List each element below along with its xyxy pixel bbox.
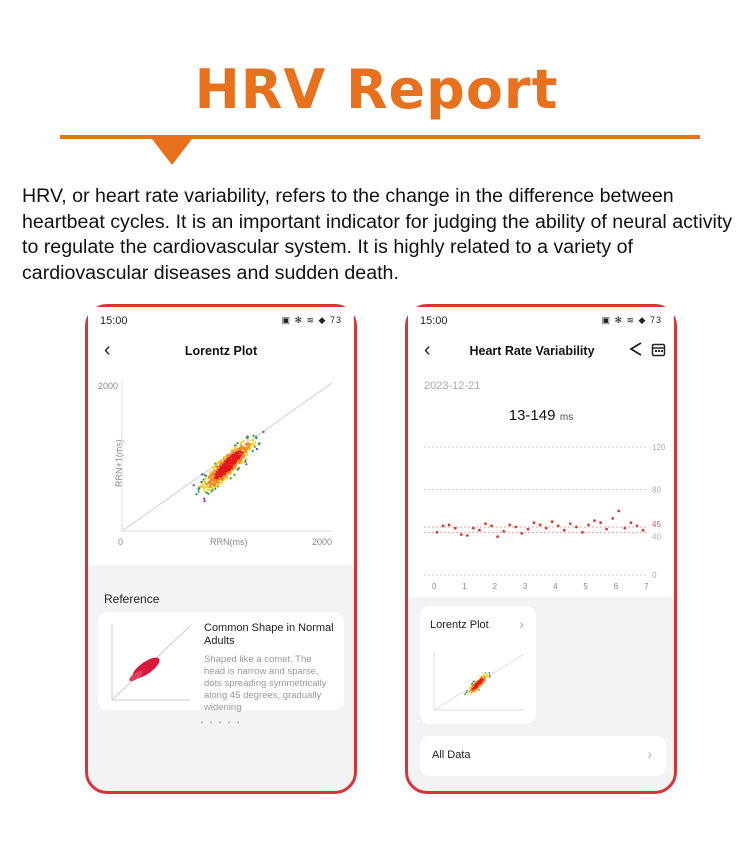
lorentz-point [240,442,242,444]
lorentz-plot [88,375,354,555]
hrv-point [490,525,493,528]
lorentz-card[interactable] [420,606,536,724]
lorentz-point [217,484,219,486]
status-icons: ▣ ✻ ≋ ◆ 73 [601,315,662,325]
lorentz-point [489,672,491,674]
lorentz-point [213,469,215,471]
lorentz-point [208,486,210,488]
lorentz-point [220,468,222,470]
lorentz-point [235,467,237,469]
hrv-point [599,521,602,524]
hrv-point [623,527,626,530]
lorentz-point [206,486,208,488]
nav-bar [88,335,354,367]
lorentz-point [249,448,251,450]
lorentz-point [221,475,223,477]
lorentz-point [215,473,217,475]
lorentz-point [238,467,240,469]
lorentz-point [227,477,229,479]
lorentz-point [484,680,486,682]
lorentz-point [489,675,491,677]
chevron-right-icon: › [647,746,652,762]
lorentz-point [483,674,485,676]
lorentz-point [214,488,216,490]
range-value [408,407,674,425]
lorentz-thumbnail [428,646,528,716]
lorentz-point [233,474,235,476]
lorentz-point [251,439,253,441]
lorentz-point [201,473,203,475]
lorentz-point [209,475,211,477]
lorentz-point [203,479,205,481]
status-time: 15:00 [420,315,448,327]
title-pointer [152,139,192,165]
hrv-point [545,527,548,530]
lorentz-point [258,442,260,444]
lorentz-point [204,490,206,492]
lorentz-point [226,472,228,474]
lorentz-point [227,469,229,471]
lorentz-point [238,459,240,461]
lorentz-point [201,483,203,485]
lorentz-point [236,442,238,444]
lorentz-point [211,477,213,479]
hrv-point [575,526,578,529]
lorentz-point [230,477,232,479]
lorentz-point [222,469,224,471]
mini-points [464,672,490,695]
lorentz-point [232,450,234,452]
lorentz-point [242,462,244,464]
lorentz-point [214,479,216,481]
lorentz-point [223,458,225,460]
lorentz-point [253,445,255,447]
lorentz-point [466,692,468,694]
lorentz-point [240,445,242,447]
hrv-point [581,531,584,534]
lorentz-point [221,481,223,483]
lorentz-point [223,461,225,463]
lorentz-point [473,681,475,683]
page-title: Lorentz Plot [184,344,258,358]
lorentz-point [205,478,207,480]
lorentz-point [245,451,247,453]
lorentz-point [203,488,205,490]
lorentz-point [243,456,245,458]
lorentz-point [487,676,489,678]
nav-bar [408,335,674,367]
lorentz-point [483,682,485,684]
x-tick-label: 1 [462,582,467,591]
lorentz-point [212,474,214,476]
lorentz-point [235,464,237,466]
range-unit: ms [559,412,574,423]
report-title: HRV Report [194,58,559,121]
lorentz-point [217,466,219,468]
hrv-point [496,535,499,538]
lorentz-point [255,437,257,439]
lorentz-point [229,453,231,455]
range-number: 13-149 [508,407,556,424]
lorentz-point [235,459,237,461]
lorentz-point [207,493,209,495]
lorentz-point [244,460,246,462]
y-tick-label: 80 [652,485,661,495]
all-data-label: All Data [432,749,471,761]
hrv-point [569,522,572,525]
lorentz-point [479,684,481,686]
y-tick-label: 0 [652,571,657,580]
lorentz-point [489,676,491,678]
lorentz-point [205,481,207,483]
lorentz-point [477,683,479,685]
lorentz-point [256,448,258,450]
x-tick-label: 0 [432,582,437,591]
lorentz-point [246,444,248,446]
origin-label: 0 [118,537,124,547]
lorentz-point [228,459,230,461]
lorentz-point [472,689,474,691]
lorentz-point [238,447,240,449]
lorentz-point [241,456,243,458]
hrv-point [605,528,608,531]
lorentz-point [208,477,210,479]
reference-card[interactable] [98,612,344,713]
lorentz-point [229,465,231,467]
x-tick-label: 7 [644,582,649,591]
all-data-row[interactable] [420,736,666,776]
lorentz-point [243,446,245,448]
status-icons: ▣ ✻ ≋ ◆ 73 [281,315,342,325]
lorentz-point [484,677,486,679]
lorentz-point [222,463,224,465]
lorentz-point [478,682,480,684]
lorentz-point [204,500,206,502]
hrv-chart [408,435,674,595]
lorentz-point [242,440,244,442]
lorentz-point [221,472,223,474]
lorentz-point [212,484,214,486]
calendar-icon[interactable] [651,342,666,362]
x-tick-label: 6 [613,582,619,591]
hrv-point [454,527,457,530]
lorentz-point [206,483,208,485]
lorentz-point [471,691,473,693]
hrv-point [593,519,596,522]
lorentz-point [481,676,483,678]
lorentz-point [232,463,234,465]
lorentz-point [199,486,201,488]
lorentz-point [475,682,477,684]
lorentz-card-title: Lorentz Plot [430,619,489,631]
lorentz-point [223,479,225,481]
lorentz-point [227,461,229,463]
intro-text: HRV, or heart rate variability, refers to the change in the difference between heartbeat cycles. It is an important indicator for judging the ability of neural activity to regulate the cardiovascular system. It is highly related to a variety of cardiovascular diseases and sudden death. [22,185,733,284]
hrv-point [563,529,566,532]
page-title: Heart Rate Variability [469,344,595,358]
pager-dots[interactable]: • • • • • [200,718,242,727]
lorentz-point [223,466,225,468]
date-label: 2023-12-21 [424,380,481,392]
lorentz-point [470,689,472,691]
hrv-point [611,517,614,520]
lorentz-point [478,685,480,687]
x-tick-label: 3 [522,582,528,591]
lorentz-point [203,498,205,500]
x-axis-label: RRN(ms) [210,537,248,547]
lorentz-point [234,447,236,449]
lorentz-point [251,443,253,445]
lorentz-point [465,693,467,695]
hrv-point [514,526,517,529]
lorentz-point [217,461,219,463]
lorentz-point [479,680,481,682]
lorentz-points [193,431,265,502]
lorentz-point [233,466,235,468]
lorentz-point [210,489,212,491]
lorentz-point [207,489,209,491]
y-max-label: 2000 [98,381,119,391]
lorentz-point [236,456,238,458]
hrv-point [460,533,463,536]
hrv-point [448,524,451,527]
status-time: 15:00 [100,315,128,327]
lorentz-point [212,466,214,468]
hrv-point [472,527,475,530]
lorentz-point [262,431,264,433]
lorentz-point [485,672,487,674]
back-icon[interactable]: ‹ [424,339,431,361]
lorentz-point [487,674,489,676]
x-max-label: 2000 [312,537,333,547]
hrv-point [557,525,560,528]
lorentz-point [252,450,254,452]
share-icon[interactable] [628,341,644,362]
lorentz-point [249,446,251,448]
lorentz-point [482,679,484,681]
lorentz-point [233,461,235,463]
phone-lorentz [85,304,357,794]
hrv-point [636,525,639,528]
lorentz-point [216,469,218,471]
lorentz-point [238,456,240,458]
lorentz-point [240,459,242,461]
lorentz-point [204,474,206,476]
status-bar [420,315,662,331]
hrv-point [630,521,633,524]
lorentz-point [193,484,195,486]
hrv-point [642,529,645,532]
lorentz-point [247,435,249,437]
lorentz-point [475,686,477,688]
lorentz-point [478,689,480,691]
lorentz-point [247,439,249,441]
hrv-point [617,510,620,513]
lorentz-point [223,456,225,458]
hrv-point [478,529,481,532]
lorentz-point [215,476,217,478]
lorentz-point [469,687,471,689]
y-axis-label: RRN+1(ms) [114,439,124,487]
lorentz-point [220,478,222,480]
back-icon[interactable]: ‹ [104,339,111,361]
y-tick-label: 120 [652,443,666,452]
lorentz-point [471,683,473,685]
hrv-point [466,534,469,537]
lorentz-point [217,479,219,481]
lorentz-point [233,456,235,458]
lorentz-point [466,690,468,692]
hrv-point [436,531,439,534]
lorentz-point [470,693,472,695]
chevron-right-icon: › [519,616,524,632]
comet-thumbnail [106,620,192,704]
lorentz-point [200,481,202,483]
hrv-point [551,520,554,523]
lorentz-point [228,472,230,474]
lorentz-point [470,686,472,688]
hrv-point [508,524,511,527]
lorentz-point [252,435,254,437]
reference-label: Reference [104,592,160,606]
lorentz-point [209,482,211,484]
x-tick-label: 2 [492,582,498,591]
lorentz-point [223,475,225,477]
lorentz-point [198,488,200,490]
lorentz-point [226,466,228,468]
lorentz-point [475,690,477,692]
lorentz-point [237,451,239,453]
hrv-point [484,522,487,525]
lorentz-point [227,463,229,465]
lorentz-point [220,465,222,467]
lorentz-point [245,458,247,460]
phone-hrv [405,304,677,794]
hrv-point [527,528,530,531]
lorentz-point [195,493,197,495]
hrv-point [587,524,590,527]
lorentz-point [240,447,242,449]
lorentz-point [245,463,247,465]
hrv-point [442,525,445,528]
lorentz-point [243,448,245,450]
x-tick-label: 4 [553,582,558,591]
hrv-point [520,532,523,535]
x-tick-label: 5 [583,582,588,591]
lorentz-point [197,490,199,492]
lorentz-point [209,472,211,474]
lorentz-point [217,473,219,475]
hrv-point [539,524,542,527]
reference-card-title: Common Shape in Normal Adults [204,622,334,647]
lorentz-point [246,454,248,456]
y-tick-label: 45 [652,520,661,529]
lorentz-point [224,473,226,475]
lorentz-point [248,443,250,445]
lorentz-point [226,456,228,458]
lorentz-point [473,682,475,684]
reference-card-desc: Shaped like a comet. The head is narrow and sparse, dots spreading symmetrically along 45 degrees, gradually widening [204,654,327,713]
y-tick-label: 40 [652,532,661,542]
hrv-point [502,530,505,533]
hrv-point [533,521,536,524]
lorentz-point [469,690,471,692]
status-bar [100,315,342,331]
lorentz-point [254,441,256,443]
